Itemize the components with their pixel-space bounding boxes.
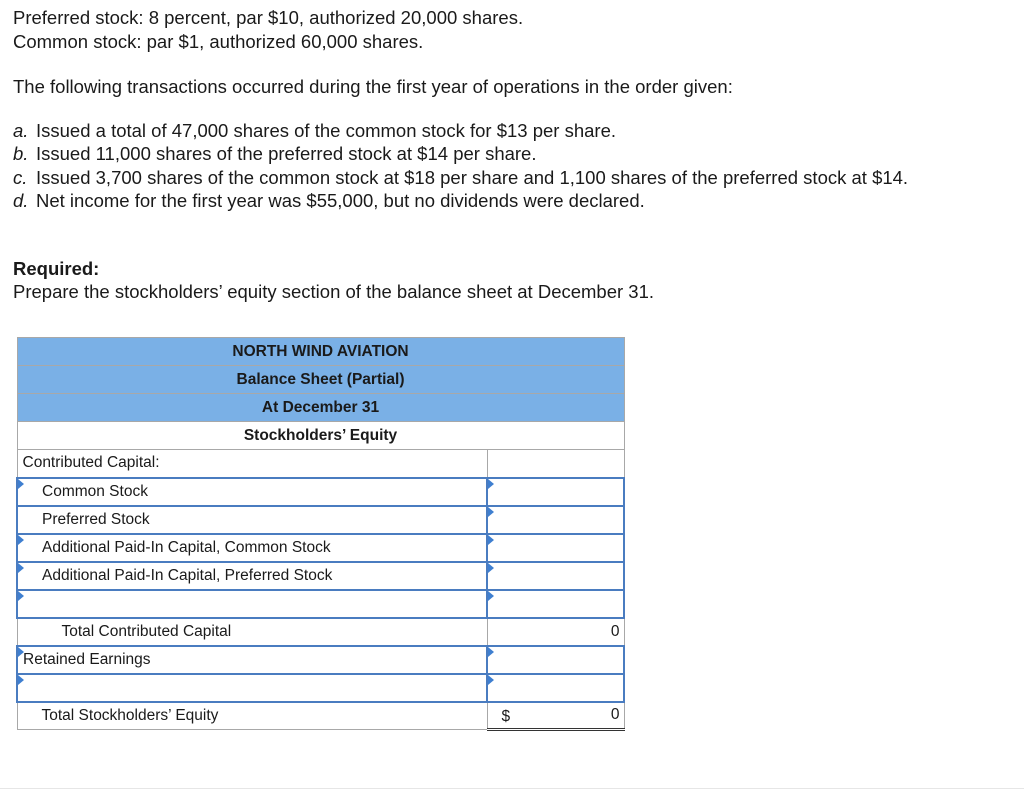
transaction-letter: c.: [13, 166, 28, 188]
problem-statement: [13, 6, 1013, 304]
required-instruction: Prepare the stockholders’ equity section of the balance sheet at December 31.: [13, 281, 655, 302]
apic-common-label-cell[interactable]: Additional Paid-In Capital, Common Stock: [17, 534, 487, 562]
preferred-stock-terms: Preferred stock: 8 percent, par $10, authorized 20,000 shares.: [13, 7, 524, 28]
table-row: [17, 534, 624, 562]
table-row: [17, 674, 624, 702]
transaction-text: Issued a total of 47,000 shares of the common stock for $13 per share.: [36, 119, 616, 141]
total-equity-cell: [487, 702, 624, 730]
statement-title: Balance Sheet (Partial): [17, 366, 624, 394]
apic-common-amount-input[interactable]: [487, 534, 624, 562]
transaction-b: [13, 142, 1013, 166]
transactions-intro: The following transactions occurred during the first year of operations in the order given:: [13, 76, 733, 97]
empty-cell: [487, 450, 624, 478]
total-equity-label: Total Stockholders’ Equity: [17, 702, 487, 730]
table-row: [17, 590, 624, 618]
required-heading: Required:: [13, 257, 100, 279]
common-stock-label-cell[interactable]: Common Stock: [17, 478, 487, 506]
table-row: [17, 450, 624, 478]
blank-label-input[interactable]: [17, 590, 487, 618]
preferred-stock-amount-input[interactable]: [487, 506, 624, 534]
transaction-letter: a.: [13, 119, 29, 141]
blank-label-input-2[interactable]: [17, 674, 487, 702]
transaction-c: [13, 166, 1013, 190]
transaction-text: Net income for the first year was $55,000, but no dividends were declared.: [36, 190, 645, 211]
retained-earnings-label-cell[interactable]: Retained Earnings: [17, 646, 487, 674]
balance-sheet-table: [16, 337, 625, 731]
statement-date: At December 31: [17, 394, 624, 422]
transaction-letter: b.: [13, 143, 29, 164]
common-stock-terms: Common stock: par $1, authorized 60,000 shares.: [13, 30, 424, 52]
table-row: [17, 506, 624, 534]
transaction-a: [13, 119, 1013, 143]
common-stock-amount-input[interactable]: [487, 478, 624, 506]
contributed-capital-label: Contributed Capital:: [17, 450, 487, 478]
total-contributed-capital-value: 0: [487, 618, 624, 646]
table-row: [17, 646, 624, 674]
apic-preferred-amount-input[interactable]: [487, 562, 624, 590]
preferred-stock-label-cell[interactable]: Preferred Stock: [17, 506, 487, 534]
transaction-text: Issued 11,000 shares of the preferred stock at $14 per share.: [36, 143, 537, 164]
total-contributed-capital-label: Total Contributed Capital: [17, 618, 487, 646]
transaction-d: [13, 189, 1013, 213]
blank-amount-input-2[interactable]: [487, 674, 624, 702]
apic-preferred-label-cell[interactable]: Additional Paid-In Capital, Preferred Stock: [17, 562, 487, 590]
table-row: [17, 562, 624, 590]
table-row: [17, 702, 624, 730]
transaction-text: Issued 3,700 shares of the common stock at $18 per share and 1,100 shares of the preferred stock at $14.: [36, 166, 909, 188]
divider: [0, 788, 1024, 789]
transaction-letter: d.: [13, 190, 29, 211]
company-name: NORTH WIND AVIATION: [17, 338, 624, 366]
currency-symbol: $: [501, 707, 511, 725]
total-equity-value: 0: [610, 706, 620, 724]
blank-amount-input[interactable]: [487, 590, 624, 618]
table-row: [17, 618, 624, 646]
retained-earnings-amount-input[interactable]: [487, 646, 624, 674]
table-row: [17, 478, 624, 506]
section-title: Stockholders’ Equity: [17, 422, 624, 450]
